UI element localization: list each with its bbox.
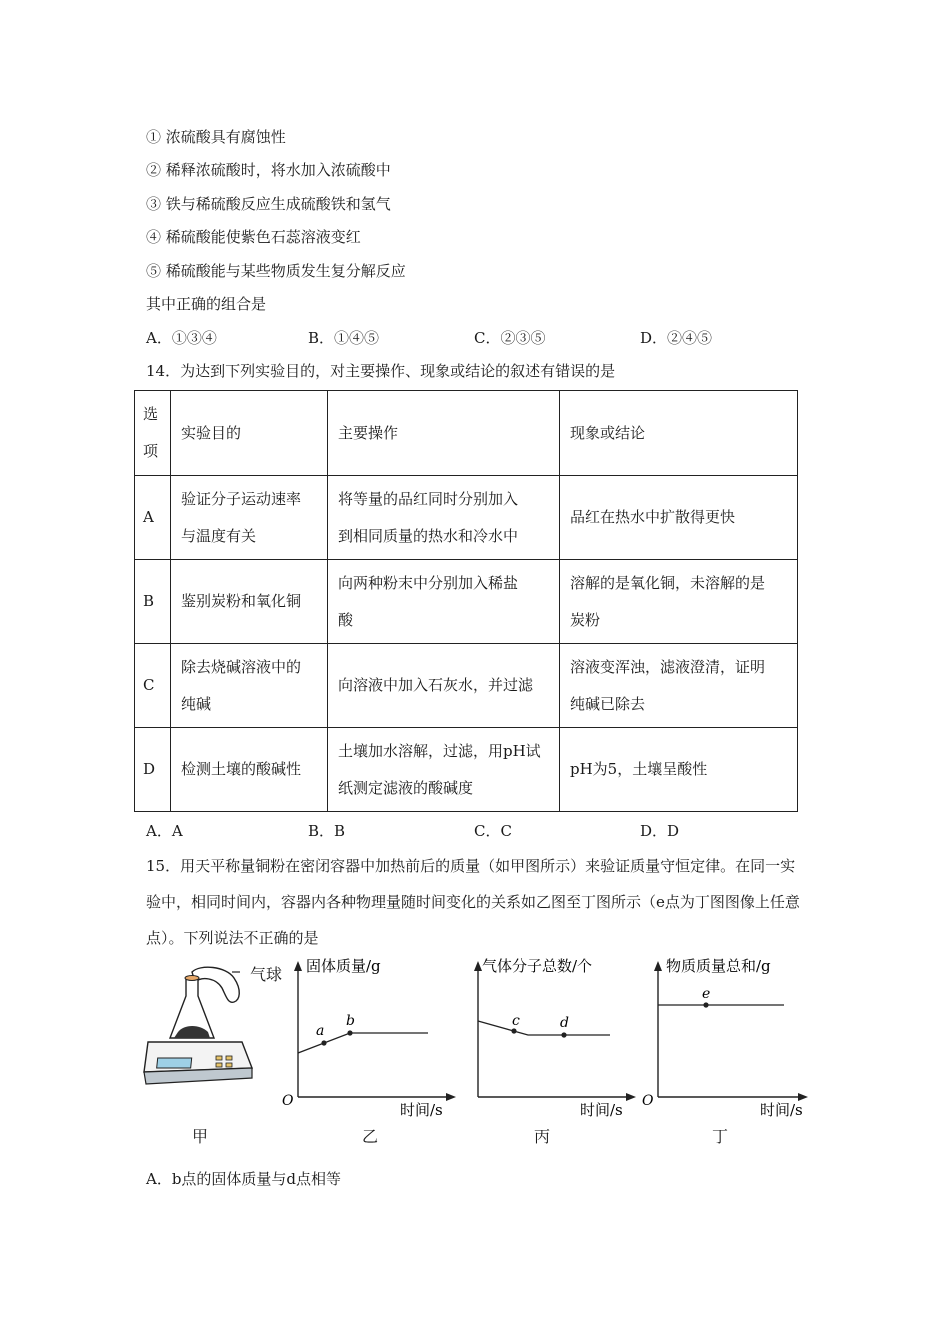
caption-jia: 甲	[192, 1127, 209, 1146]
text-line: 验证分子运动速率	[181, 489, 302, 508]
q13-prompt: 其中正确的组合是	[146, 295, 267, 313]
caption-yi: 乙	[362, 1127, 379, 1146]
yi-xlabel: 时间/s	[400, 1101, 443, 1119]
bing-point-c	[511, 1028, 516, 1033]
q15-option-a: A．b点的固体质量与d点相等	[146, 1170, 342, 1188]
caption-ding: 丁	[712, 1127, 729, 1146]
q13-statement-1: ① 浓硫酸具有腐蚀性	[146, 128, 286, 146]
table-header-row	[135, 391, 798, 476]
graph-ding	[640, 955, 815, 1120]
q13-statement-4: ④ 稀硫酸能使紫色石蕊溶液变红	[146, 228, 361, 246]
bing-label-c: c	[512, 1013, 520, 1029]
q13-statement-2: ② 稀释浓硫酸时，将水加入浓硫酸中	[146, 161, 391, 179]
text-line: 除去烧碱溶液中的	[181, 657, 302, 676]
table-row	[135, 476, 798, 560]
q13-option-d: D．②④⑤	[640, 329, 713, 347]
bing-xlabel: 时间/s	[580, 1101, 623, 1119]
table-row	[135, 644, 798, 728]
row-result	[560, 644, 798, 728]
q14-option-c: C．C	[474, 822, 512, 840]
row-option: B	[135, 560, 171, 644]
table-row	[135, 728, 798, 812]
text-line: 溶液变浑浊，滤液澄清，证明	[570, 657, 766, 676]
table-row	[135, 560, 798, 644]
row-operation	[328, 560, 560, 644]
yi-label-b: b	[346, 1013, 355, 1029]
text-line: 纯碱	[181, 694, 212, 713]
row-option: D	[135, 728, 171, 812]
text-line: 酸	[338, 610, 354, 629]
q14-title: 14．为达到下列实验目的，对主要操作、现象或结论的叙述有错误的是	[146, 362, 616, 380]
header-result: 现象或结论	[560, 391, 798, 476]
text-line: 与温度有关	[181, 526, 257, 545]
row-purpose	[171, 476, 328, 560]
q13-option-a: A．①③④	[146, 329, 217, 347]
yi-point-b	[347, 1030, 352, 1035]
q15-text: 15．用天平称量铜粉在密闭容器中加热前后的质量（如甲图所示）来验证质量守恒定律。在同一实验中，相同时间内，容器内各种物理量随时间变化的关系如乙图至丁图所示（e点为丁图图像上任意点）。下列说法不正确的是	[146, 857, 800, 947]
row-option: C	[135, 644, 171, 728]
row-operation	[328, 728, 560, 812]
row-purpose	[171, 560, 328, 644]
header-option-line-2: 项	[143, 442, 159, 460]
q13-option-c: C．②③⑤	[474, 329, 546, 347]
row-purpose	[171, 644, 328, 728]
ding-ylabel: 物质质量总和/g	[666, 957, 771, 975]
yi-ylabel: 固体质量/g	[306, 957, 381, 975]
ding-label-e: e	[702, 986, 711, 1002]
row-result	[560, 560, 798, 644]
text-line: 将等量的品红同时分别加入	[338, 489, 519, 508]
text-line: 纯碱已除去	[570, 694, 646, 713]
text-line: 鉴别炭粉和氧化铜	[181, 592, 302, 610]
text-line: 品红在热水中扩散得更快	[570, 508, 736, 526]
yi-origin: O	[282, 1093, 294, 1109]
q13-statement-3: ③ 铁与稀硫酸反应生成硫酸铁和氢气	[146, 195, 391, 213]
graph-yi	[280, 955, 460, 1120]
bing-curve	[478, 1021, 610, 1035]
yi-label-a: a	[316, 1023, 325, 1039]
bing-label-d: d	[560, 1015, 569, 1031]
ding-origin: O	[642, 1093, 654, 1109]
text-line: 到相同质量的热水和冷水中	[338, 526, 519, 545]
ding-xlabel: 时间/s	[760, 1101, 803, 1119]
q14-table	[134, 390, 798, 812]
text-line: pH为5，土壤呈酸性	[570, 760, 708, 778]
balloon-label: 气球	[250, 965, 283, 984]
header-option-line-1: 选	[143, 405, 159, 423]
header-purpose: 实验目的	[171, 391, 328, 476]
text-line: 溶解的是氧化铜，未溶解的是	[570, 573, 766, 592]
header-option	[135, 391, 171, 476]
row-result	[560, 476, 798, 560]
text-line: 纸测定滤液的酸碱度	[338, 778, 474, 797]
text-line: 向两种粉末中分别加入稀盐	[338, 573, 519, 592]
bing-point-d	[561, 1032, 566, 1037]
row-operation	[328, 644, 560, 728]
row-result	[560, 728, 798, 812]
q13-option-b: B．①④⑤	[308, 329, 380, 347]
text-line: 土壤加水溶解，过滤，用pH试	[338, 741, 541, 760]
text-line: 检测土壤的酸碱性	[181, 760, 302, 778]
graph-bing	[470, 955, 640, 1120]
bing-ylabel: 气体分子总数/个	[482, 957, 593, 975]
q14-option-a: A．A	[146, 822, 183, 840]
header-operation: 主要操作	[328, 391, 560, 476]
row-option: A	[135, 476, 171, 560]
ding-point-e	[703, 1002, 708, 1007]
text-line: 向溶液中加入石灰水，并过滤	[338, 676, 534, 694]
row-purpose	[171, 728, 328, 812]
q14-option-b: B．B	[308, 822, 346, 840]
q13-statement-5: ⑤ 稀硫酸能与某些物质发生复分解反应	[146, 262, 406, 280]
q14-option-d: D．D	[640, 822, 680, 840]
row-operation	[328, 476, 560, 560]
caption-bing: 丙	[534, 1127, 551, 1146]
text-line: 炭粉	[570, 610, 601, 629]
yi-point-a	[321, 1040, 326, 1045]
